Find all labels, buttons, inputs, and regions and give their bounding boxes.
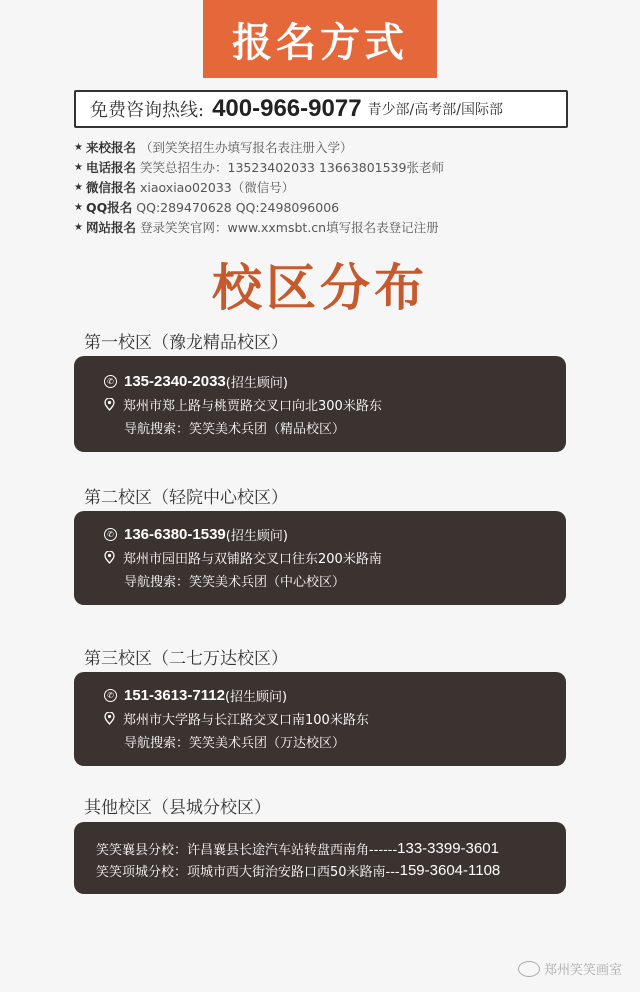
branch-item bbox=[96, 837, 566, 859]
method-title: 网站报名 bbox=[86, 220, 137, 235]
method-item bbox=[74, 137, 574, 157]
method-title: 微信报名 bbox=[86, 180, 137, 195]
method-text: 登录笑笑官网：www.xxmsbt.cn填写报名表登记注册 bbox=[140, 220, 439, 235]
method-item bbox=[74, 177, 574, 197]
star-icon: ★ bbox=[74, 161, 83, 173]
campus-phone[interactable]: 151-3613-7112 bbox=[124, 687, 225, 704]
phone-icon: ✆ bbox=[104, 528, 117, 541]
star-icon: ★ bbox=[74, 221, 83, 233]
campus-phone[interactable]: 136-6380-1539 bbox=[124, 526, 226, 543]
other-campus-card bbox=[74, 822, 566, 894]
campus-address: 郑州市园田路与双铺路交叉口往东200米路南 bbox=[123, 552, 382, 567]
method-item bbox=[74, 157, 574, 177]
branch-text: 笑笑项城分校：项城市西大街治安路口西50米路南--- bbox=[96, 864, 400, 880]
hotline-label: 免费咨询热线: bbox=[90, 100, 205, 121]
watermark bbox=[518, 959, 622, 978]
phone-note: (招生顾问) bbox=[224, 690, 288, 705]
branch-item bbox=[96, 859, 566, 881]
campus-nav: 导航搜索：笑笑美术兵团（万达校区） bbox=[124, 736, 346, 751]
campus-title: 第二校区（轻院中心校区） bbox=[84, 488, 288, 508]
campus-card bbox=[74, 672, 566, 766]
location-pin-icon bbox=[104, 712, 115, 725]
branch-phone[interactable]: 159-3604-1108 bbox=[399, 861, 501, 879]
section-title: 校区分布 bbox=[212, 258, 428, 317]
method-title: 来校报名 bbox=[86, 140, 137, 155]
campus-address: 郑州市郑上路与桃贾路交叉口向北300米路东 bbox=[123, 399, 382, 414]
branch-phone[interactable]: 133-3399-3601 bbox=[397, 839, 499, 857]
phone-icon: ✆ bbox=[104, 689, 117, 702]
phone-note: (招生顾问) bbox=[225, 376, 288, 391]
location-pin-icon bbox=[104, 398, 115, 411]
phone-note: (招生顾问) bbox=[225, 529, 288, 544]
star-icon: ★ bbox=[74, 201, 83, 213]
star-icon: ★ bbox=[74, 141, 83, 153]
method-text: 笑笑总招生办：13523402033 13663801539张老师 bbox=[140, 160, 444, 175]
campus-nav: 导航搜索：笑笑美术兵团（精品校区） bbox=[124, 422, 346, 437]
method-text: xiaoxiao02033（微信号） bbox=[140, 180, 295, 195]
method-text: （到笑笑招生办填写报名表注册入学） bbox=[140, 140, 353, 155]
banner-title: 报名方式 bbox=[203, 0, 437, 78]
watermark-text: 郑州笑笑画室 bbox=[543, 963, 622, 978]
star-icon: ★ bbox=[74, 181, 83, 193]
branch-text: 笑笑襄县分校：许昌襄县长途汽车站转盘西南角------ bbox=[96, 842, 398, 858]
campus-nav: 导航搜索：笑笑美术兵团（中心校区） bbox=[124, 575, 346, 590]
campus-title: 第一校区（豫龙精品校区） bbox=[84, 333, 288, 353]
campus-card bbox=[74, 511, 566, 605]
hotline-box bbox=[74, 90, 568, 128]
phone-icon: ✆ bbox=[104, 375, 117, 388]
method-item bbox=[74, 197, 574, 217]
campus-card bbox=[74, 356, 566, 452]
wechat-icon bbox=[518, 961, 540, 977]
hotline-departments: 青少部/高考部/国际部 bbox=[367, 102, 503, 118]
campus-phone[interactable]: 135-2340-2033 bbox=[124, 373, 226, 390]
method-text: QQ:289470628 QQ:2498096006 bbox=[136, 199, 340, 215]
campus-address: 郑州市大学路与长江路交叉口南100米路东 bbox=[123, 713, 369, 728]
method-title: QQ报名 bbox=[86, 200, 133, 215]
method-title: 电话报名 bbox=[86, 160, 137, 175]
method-item bbox=[74, 217, 574, 237]
other-campus-title: 其他校区（县城分校区） bbox=[84, 798, 271, 818]
location-pin-icon bbox=[104, 551, 115, 564]
hotline-number[interactable]: 400-966-9077 bbox=[212, 95, 362, 122]
campus-title: 第三校区（二七万达校区） bbox=[84, 649, 288, 669]
registration-methods bbox=[74, 137, 574, 237]
